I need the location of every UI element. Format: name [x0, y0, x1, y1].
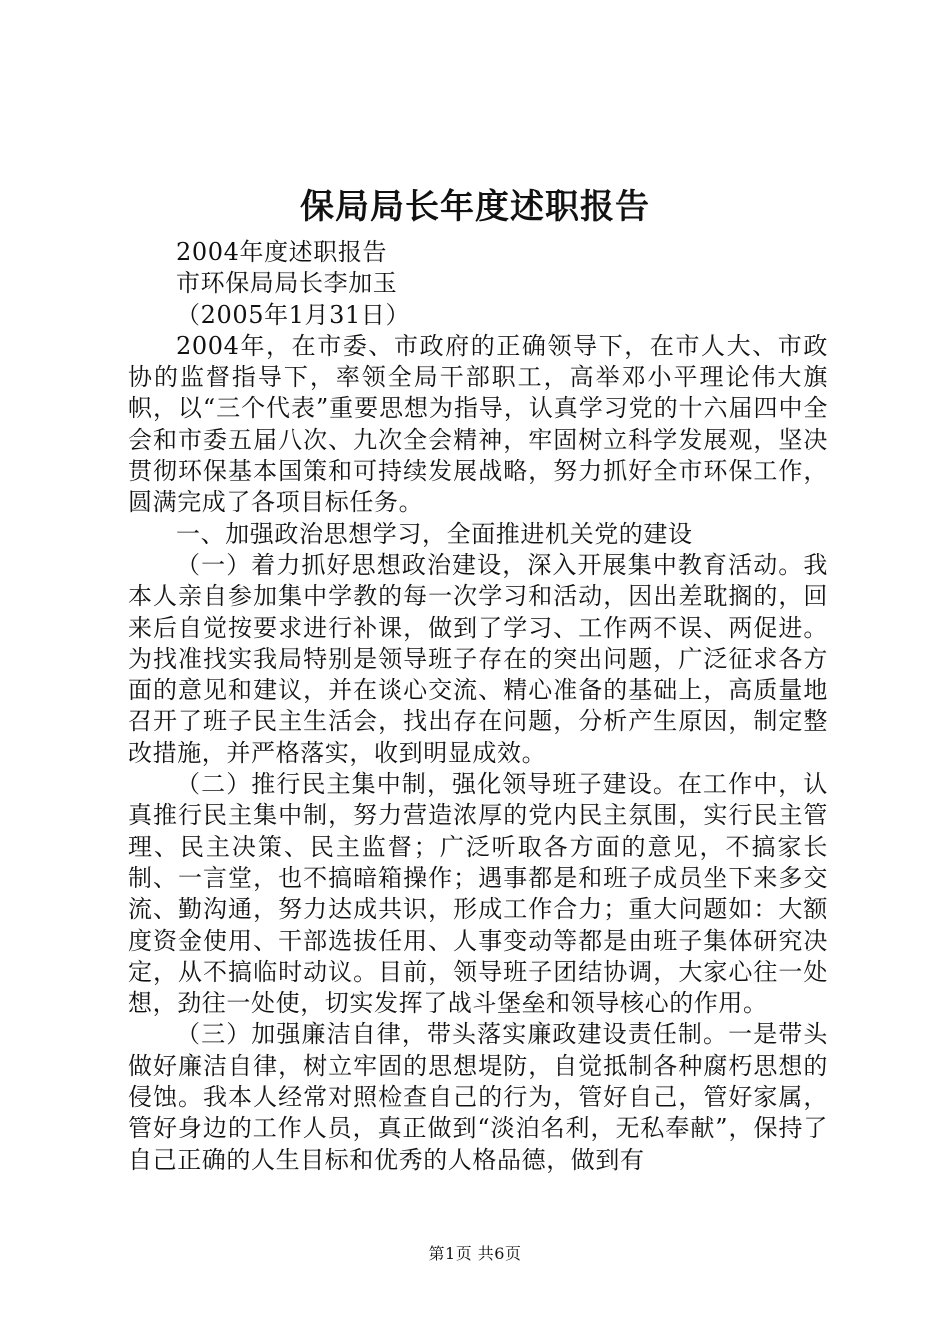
body-paragraph: （一）着力抓好思想政治建设，深入开展集中教育活动。我本人亲自参加集中学教的每一次学习和活动，因出差耽搁的，回来后自觉按要求进行补课，做到了学习、工作两不误、两促进。为找准找实我局特别是领导班子存在的突出问题，广泛征求各方面的意见和建议，并在谈心交流、精心准备的基础上，高质量地召开了班子民主生活会，找出存在问题，分析产生原因，制定整改措施，并严格落实，收到明显成效。: [128, 550, 828, 767]
document-body: [128, 237, 828, 1176]
body-paragraph: 2004年，在市委、市政府的正确领导下，在市人大、市政协的监督指导下，率领全局干部职工，高举邓小平理论伟大旗帜，以“三个代表”重要思想为指导，认真学习党的十六届四中全会和市委五届八次、九次全会精神，牢固树立科学发展观，坚决贯彻环保基本国策和可持续发展战略，努力抓好全市环保工作，圆满完成了各项目标任务。: [128, 331, 828, 517]
report-author: 市环保局局长李加玉: [176, 269, 398, 298]
document-title: 保局局长年度述职报告: [300, 187, 650, 227]
report-subtitle: 2004年度述职报告: [176, 238, 388, 266]
report-date: （2005年1月31日）: [176, 300, 411, 329]
page-number-footer: 第1页 共6页: [428, 1244, 522, 1263]
body-paragraph: （三）加强廉洁自律，带头落实廉政建设责任制。一是带头做好廉洁自律，树立牢固的思想堤防，自觉抵制各种腐朽思想的侵蚀。我本人经常对照检查自己的行为，管好自己，管好家属，管好身边的工作人员，真正做到“淡泊名利，无私奉献”，保持了自己正确的人生目标和优秀的人格品德，做到有: [128, 1020, 828, 1174]
section-heading: 一、加强政治思想学习，全面推进机关党的建设: [176, 519, 693, 548]
body-paragraph: （二）推行民主集中制，强化领导班子建设。在工作中，认真推行民主集中制，努力营造浓厚的党内民主氛围，实行民主管理、民主决策、民主监督；广泛听取各方面的意见，不搞家长制、一言堂，也不搞暗箱操作；遇事都是和班子成员坐下来多交流、勤沟通，努力达成共识，形成工作合力；重大问题如：大额度资金使用、干部选拔任用、人事变动等都是由班子集体研究决定，从不搞临时动议。目前，领导班子团结协调，大家心往一处想，劲往一处使，切实发挥了战斗堡垒和领导核心的作用。: [128, 770, 828, 1018]
